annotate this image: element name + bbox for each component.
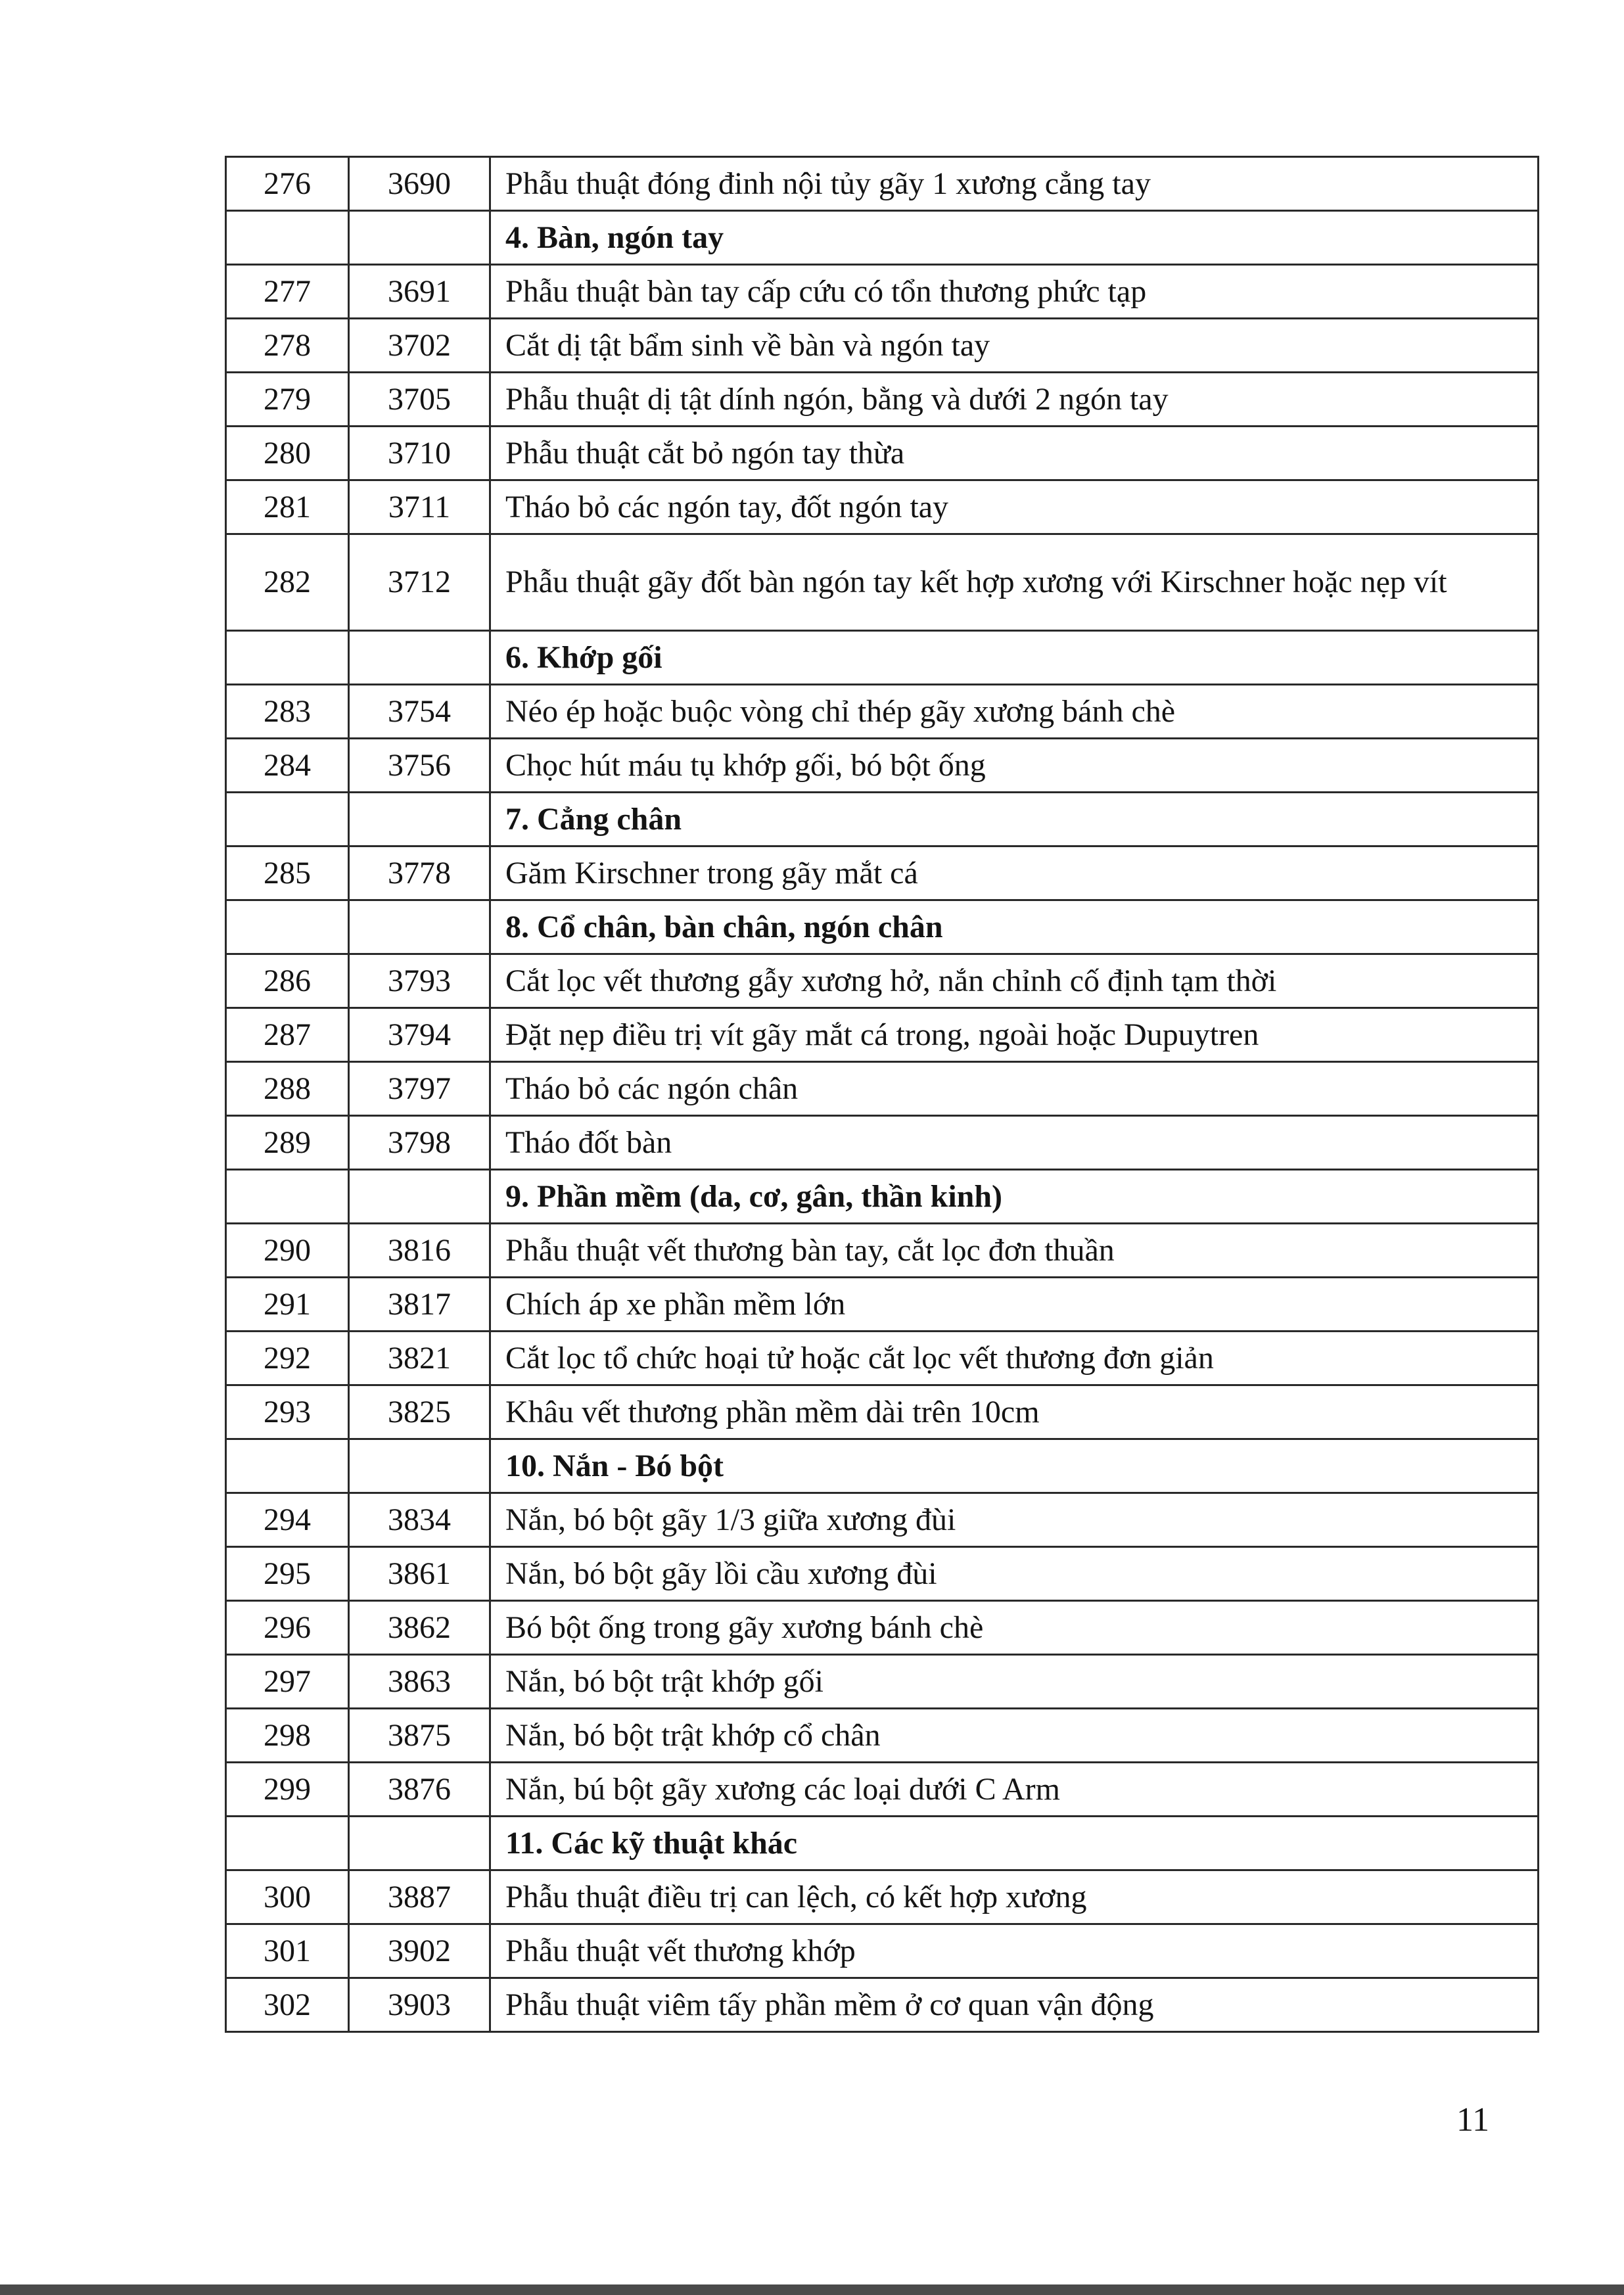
- procedure-name-cell: Phẫu thuật cắt bỏ ngón tay thừa: [490, 427, 1539, 480]
- scan-edge-bar: [0, 2284, 1624, 2295]
- stt-cell: [226, 211, 349, 265]
- procedure-name-cell: Cắt lọc tổ chức hoại tử hoặc cắt lọc vết thương đơn giản: [490, 1332, 1539, 1385]
- section-title: 11. Các kỹ thuật khác: [490, 1817, 1539, 1870]
- code-cell: 3756: [349, 739, 490, 793]
- procedure-name-cell: Bó bột ống trong gãy xương bánh chè: [490, 1601, 1539, 1655]
- procedure-name-cell: Phẫu thuật vết thương bàn tay, cắt lọc đơn thuần: [490, 1224, 1539, 1278]
- code-cell: 3903: [349, 1978, 490, 2032]
- table-row: [226, 1870, 1539, 1924]
- code-cell: 3902: [349, 1924, 490, 1978]
- stt-cell: 277: [226, 265, 349, 319]
- procedure-name-cell: Cắt lọc vết thương gẫy xương hở, nắn chỉnh cố định tạm thời: [490, 954, 1539, 1008]
- table-row: [226, 427, 1539, 480]
- stt-cell: [226, 1817, 349, 1870]
- procedure-name-cell: Khâu vết thương phần mềm dài trên 10cm: [490, 1385, 1539, 1439]
- table-row: [226, 1062, 1539, 1116]
- stt-cell: 293: [226, 1385, 349, 1439]
- stt-cell: 302: [226, 1978, 349, 2032]
- section-title: 4. Bàn, ngón tay: [490, 211, 1539, 265]
- table-row: [226, 319, 1539, 373]
- stt-cell: [226, 900, 349, 954]
- page-number: 11: [1456, 2101, 1490, 2139]
- table-row: [226, 1709, 1539, 1763]
- code-cell: 3710: [349, 427, 490, 480]
- code-cell: 3825: [349, 1385, 490, 1439]
- code-cell: 3690: [349, 157, 490, 211]
- section-header-row: [226, 1170, 1539, 1224]
- table-row: [226, 1224, 1539, 1278]
- section-header-row: [226, 1439, 1539, 1493]
- table-row: [226, 846, 1539, 900]
- section-header-row: [226, 631, 1539, 685]
- stt-cell: 300: [226, 1870, 349, 1924]
- procedure-table-body: [226, 157, 1539, 2032]
- stt-cell: 283: [226, 685, 349, 739]
- table-row: [226, 685, 1539, 739]
- procedure-name-cell: Chọc hút máu tụ khớp gối, bó bột ống: [490, 739, 1539, 793]
- code-cell: 3794: [349, 1008, 490, 1062]
- code-cell: [349, 1439, 490, 1493]
- procedure-name-cell: Chích áp xe phần mềm lớn: [490, 1278, 1539, 1332]
- code-cell: 3887: [349, 1870, 490, 1924]
- table-row: [226, 1601, 1539, 1655]
- code-cell: [349, 211, 490, 265]
- code-cell: [349, 900, 490, 954]
- section-title: 9. Phần mềm (da, cơ, gân, thần kinh): [490, 1170, 1539, 1224]
- table-row: [226, 1008, 1539, 1062]
- stt-cell: 280: [226, 427, 349, 480]
- stt-cell: 299: [226, 1763, 349, 1817]
- procedure-name-cell: Tháo bỏ các ngón chân: [490, 1062, 1539, 1116]
- table-row: [226, 1385, 1539, 1439]
- stt-cell: 284: [226, 739, 349, 793]
- table-row: [226, 1547, 1539, 1601]
- table-row: [226, 373, 1539, 427]
- code-cell: [349, 1170, 490, 1224]
- section-title: 8. Cổ chân, bàn chân, ngón chân: [490, 900, 1539, 954]
- procedure-name-cell: Phẫu thuật vết thương khớp: [490, 1924, 1539, 1978]
- procedure-name-cell: Nắn, bó bột gãy 1/3 giữa xương đùi: [490, 1493, 1539, 1547]
- code-cell: 3876: [349, 1763, 490, 1817]
- table-row: [226, 1116, 1539, 1170]
- table-row: [226, 954, 1539, 1008]
- table-row: [226, 1763, 1539, 1817]
- section-header-row: [226, 900, 1539, 954]
- stt-cell: 298: [226, 1709, 349, 1763]
- code-cell: [349, 1817, 490, 1870]
- code-cell: 3834: [349, 1493, 490, 1547]
- procedure-name-cell: Nắn, bó bột trật khớp gối: [490, 1655, 1539, 1709]
- section-title: 7. Cẳng chân: [490, 793, 1539, 846]
- table-row: [226, 534, 1539, 631]
- table-row: [226, 739, 1539, 793]
- stt-cell: 290: [226, 1224, 349, 1278]
- procedure-name-cell: Đặt nẹp điều trị vít gãy mắt cá trong, ngoài hoặc Dupuytren: [490, 1008, 1539, 1062]
- table-row: [226, 1978, 1539, 2032]
- code-cell: [349, 631, 490, 685]
- stt-cell: 278: [226, 319, 349, 373]
- table-row: [226, 1493, 1539, 1547]
- code-cell: 3821: [349, 1332, 490, 1385]
- code-cell: 3711: [349, 480, 490, 534]
- code-cell: 3861: [349, 1547, 490, 1601]
- code-cell: 3816: [349, 1224, 490, 1278]
- procedure-name-cell: Cắt dị tật bẩm sinh về bàn và ngón tay: [490, 319, 1539, 373]
- stt-cell: 282: [226, 534, 349, 631]
- code-cell: 3712: [349, 534, 490, 631]
- stt-cell: 292: [226, 1332, 349, 1385]
- stt-cell: 291: [226, 1278, 349, 1332]
- code-cell: 3797: [349, 1062, 490, 1116]
- code-cell: 3793: [349, 954, 490, 1008]
- code-cell: 3778: [349, 846, 490, 900]
- procedure-name-cell: Nắn, bú bột gãy xương các loại dưới C Arm: [490, 1763, 1539, 1817]
- procedure-name-cell: Nắn, bó bột trật khớp cổ chân: [490, 1709, 1539, 1763]
- procedure-name-cell: Phẫu thuật dị tật dính ngón, bằng và dưới 2 ngón tay: [490, 373, 1539, 427]
- code-cell: 3702: [349, 319, 490, 373]
- table-row: [226, 1655, 1539, 1709]
- table-row: [226, 1924, 1539, 1978]
- procedure-name-cell: Phẫu thuật viêm tấy phần mềm ở cơ quan vận động: [490, 1978, 1539, 2032]
- stt-cell: 297: [226, 1655, 349, 1709]
- section-header-row: [226, 793, 1539, 846]
- stt-cell: 301: [226, 1924, 349, 1978]
- code-cell: 3862: [349, 1601, 490, 1655]
- stt-cell: 276: [226, 157, 349, 211]
- procedure-name-cell: Néo ép hoặc buộc vòng chỉ thép gãy xương bánh chè: [490, 685, 1539, 739]
- code-cell: [349, 793, 490, 846]
- code-cell: 3817: [349, 1278, 490, 1332]
- code-cell: 3875: [349, 1709, 490, 1763]
- table-row: [226, 1278, 1539, 1332]
- stt-cell: 295: [226, 1547, 349, 1601]
- procedure-name-cell: Tháo đốt bàn: [490, 1116, 1539, 1170]
- procedure-name-cell: Phẫu thuật điều trị can lệch, có kết hợp xương: [490, 1870, 1539, 1924]
- stt-cell: 286: [226, 954, 349, 1008]
- section-header-row: [226, 1817, 1539, 1870]
- table-row: [226, 265, 1539, 319]
- procedure-name-cell: Phẫu thuật đóng đinh nội tủy gãy 1 xương cẳng tay: [490, 157, 1539, 211]
- code-cell: 3863: [349, 1655, 490, 1709]
- stt-cell: [226, 631, 349, 685]
- section-header-row: [226, 211, 1539, 265]
- stt-cell: 287: [226, 1008, 349, 1062]
- stt-cell: [226, 793, 349, 846]
- procedure-name-cell: Phẫu thuật gãy đốt bàn ngón tay kết hợp xương với Kirschner hoặc nẹp vít: [490, 534, 1539, 631]
- stt-cell: 285: [226, 846, 349, 900]
- code-cell: 3754: [349, 685, 490, 739]
- procedure-name-cell: Găm Kirschner trong gãy mắt cá: [490, 846, 1539, 900]
- section-title: 6. Khớp gối: [490, 631, 1539, 685]
- stt-cell: 294: [226, 1493, 349, 1547]
- code-cell: 3798: [349, 1116, 490, 1170]
- stt-cell: 281: [226, 480, 349, 534]
- procedure-name-cell: Phẫu thuật bàn tay cấp cứu có tổn thương phức tạp: [490, 265, 1539, 319]
- table-row: [226, 480, 1539, 534]
- section-title: 10. Nắn - Bó bột: [490, 1439, 1539, 1493]
- stt-cell: [226, 1439, 349, 1493]
- procedure-name-cell: Tháo bỏ các ngón tay, đốt ngón tay: [490, 480, 1539, 534]
- procedure-table: [225, 156, 1539, 2033]
- table-row: [226, 157, 1539, 211]
- procedure-name-cell: Nắn, bó bột gãy lồi cầu xương đùi: [490, 1547, 1539, 1601]
- stt-cell: 288: [226, 1062, 349, 1116]
- table-row: [226, 1332, 1539, 1385]
- code-cell: 3691: [349, 265, 490, 319]
- stt-cell: 296: [226, 1601, 349, 1655]
- code-cell: 3705: [349, 373, 490, 427]
- stt-cell: 279: [226, 373, 349, 427]
- stt-cell: [226, 1170, 349, 1224]
- stt-cell: 289: [226, 1116, 349, 1170]
